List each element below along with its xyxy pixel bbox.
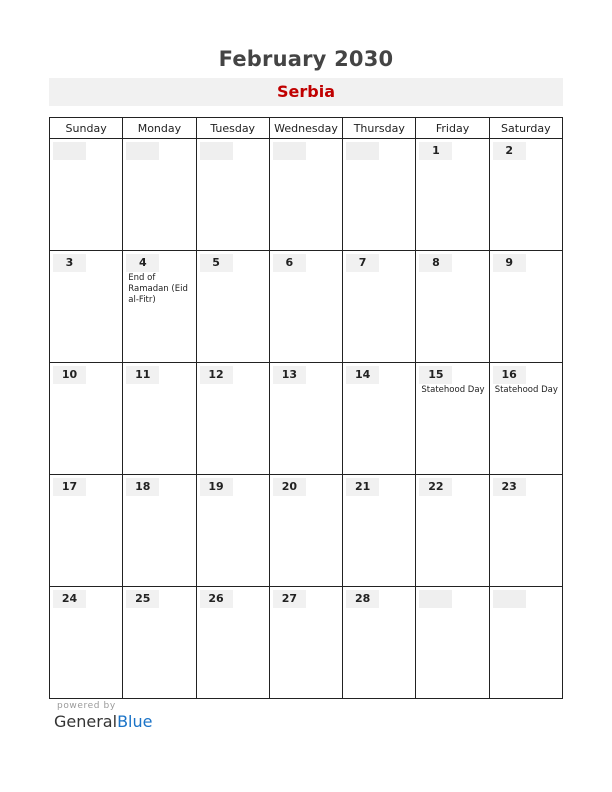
day-number: 25	[135, 592, 151, 605]
day-number: 6	[285, 256, 294, 269]
day-number-box	[493, 478, 526, 496]
day-cell	[50, 251, 123, 363]
weekday-header-monday: Monday	[123, 118, 196, 139]
day-cell	[489, 251, 562, 363]
day-number-box	[273, 366, 306, 384]
day-number: 26	[208, 592, 224, 605]
day-number-box	[53, 590, 86, 608]
day-number: 14	[354, 368, 371, 381]
day-cell	[489, 363, 562, 475]
calendar-body	[50, 139, 563, 699]
week-row	[50, 251, 563, 363]
day-cell	[489, 475, 562, 587]
weekday-header-tuesday: Tuesday	[196, 118, 269, 139]
empty-day-cell	[416, 587, 489, 699]
day-number-box	[346, 478, 379, 496]
day-number: 20	[281, 480, 297, 493]
day-number: 19	[208, 480, 224, 493]
weekday-header-thursday: Thursday	[343, 118, 416, 139]
day-cell	[50, 587, 123, 699]
day-cell	[489, 139, 562, 251]
calendar-grid	[49, 117, 563, 699]
day-number-box	[126, 254, 159, 272]
day-number-box	[346, 254, 379, 272]
day-cell	[196, 363, 269, 475]
page-title: February 2030	[218, 47, 394, 71]
day-number-box	[200, 254, 233, 272]
day-cell	[269, 251, 342, 363]
day-number: 22	[428, 480, 444, 493]
day-number: 1	[432, 144, 440, 157]
week-row	[50, 475, 563, 587]
powered-by-text: powered by	[57, 701, 116, 711]
day-number: 21	[354, 480, 371, 493]
day-number-box	[346, 366, 379, 384]
day-cell	[196, 587, 269, 699]
day-number-box	[419, 590, 452, 608]
day-number-box	[126, 366, 159, 384]
day-number-box	[273, 478, 306, 496]
brand-part-general: General	[54, 712, 118, 731]
weekday-header-friday: Friday	[416, 118, 489, 139]
day-number-box	[346, 590, 379, 608]
day-number: 7	[358, 256, 367, 269]
empty-day-cell	[489, 587, 562, 699]
holiday-label: End of Ramadan (Eid al-Fitr)	[128, 273, 188, 305]
week-row	[50, 139, 563, 251]
day-cell	[269, 475, 342, 587]
day-number: 10	[61, 368, 78, 381]
empty-day-cell	[269, 139, 342, 251]
day-number-box	[126, 478, 159, 496]
day-number-box	[53, 478, 86, 496]
day-number-box	[200, 590, 233, 608]
day-number-box	[419, 142, 452, 160]
day-number-box	[273, 142, 306, 160]
day-number: 13	[281, 368, 297, 381]
day-cell	[416, 139, 489, 251]
day-cell	[123, 363, 196, 475]
day-number-box	[419, 478, 452, 496]
day-number-box	[419, 366, 452, 384]
day-cell	[50, 475, 123, 587]
weekday-header-row	[50, 118, 563, 139]
day-number-box	[200, 366, 233, 384]
day-number: 3	[65, 256, 74, 269]
day-cell	[269, 587, 342, 699]
day-number: 17	[61, 480, 78, 493]
country-name: Serbia	[277, 82, 335, 101]
day-number: 28	[354, 592, 371, 605]
day-number: 4	[138, 256, 147, 269]
day-number-box	[493, 142, 526, 160]
day-cell	[123, 251, 196, 363]
day-number-box	[126, 142, 159, 160]
day-cell	[343, 363, 416, 475]
day-cell	[416, 363, 489, 475]
day-number-box	[346, 142, 379, 160]
day-number: 2	[505, 144, 514, 157]
day-number-box	[493, 366, 526, 384]
day-number-box	[493, 254, 526, 272]
weekday-header-sunday: Sunday	[50, 118, 123, 139]
day-number-box	[493, 590, 526, 608]
day-cell	[196, 251, 269, 363]
day-number: 18	[135, 480, 151, 493]
week-row	[50, 587, 563, 699]
day-cell	[196, 475, 269, 587]
day-number: 9	[505, 256, 514, 269]
empty-day-cell	[50, 139, 123, 251]
day-number-box	[53, 366, 86, 384]
day-number-box	[53, 142, 86, 160]
empty-day-cell	[123, 139, 196, 251]
day-cell	[269, 363, 342, 475]
day-number: 8	[432, 256, 440, 269]
day-number: 15	[428, 368, 444, 381]
weekday-header-saturday: Saturday	[489, 118, 562, 139]
day-number: 5	[212, 256, 220, 269]
day-number: 23	[501, 480, 517, 493]
day-number: 16	[501, 368, 517, 381]
week-row	[50, 363, 563, 475]
day-cell	[416, 251, 489, 363]
day-number-box	[200, 142, 233, 160]
day-cell	[50, 363, 123, 475]
generalblue-logo[interactable]	[54, 712, 152, 731]
day-cell	[123, 587, 196, 699]
empty-day-cell	[343, 139, 416, 251]
day-number: 24	[61, 592, 78, 605]
day-number-box	[200, 478, 233, 496]
day-number-box	[126, 590, 159, 608]
day-number: 12	[208, 368, 224, 381]
day-cell	[343, 475, 416, 587]
empty-day-cell	[196, 139, 269, 251]
day-cell	[416, 475, 489, 587]
day-number-box	[53, 254, 86, 272]
day-number-box	[273, 590, 306, 608]
day-number: 27	[281, 592, 297, 605]
brand-part-blue: Blue	[117, 712, 153, 731]
day-number: 11	[135, 368, 151, 381]
day-number-box	[273, 254, 306, 272]
day-cell	[123, 475, 196, 587]
day-cell	[343, 251, 416, 363]
country-banner	[49, 78, 563, 106]
weekday-header-wednesday: Wednesday	[269, 118, 342, 139]
holiday-label: Statehood Day	[421, 385, 485, 395]
day-number-box	[419, 254, 452, 272]
day-cell	[343, 587, 416, 699]
holiday-label: Statehood Day	[494, 385, 558, 395]
